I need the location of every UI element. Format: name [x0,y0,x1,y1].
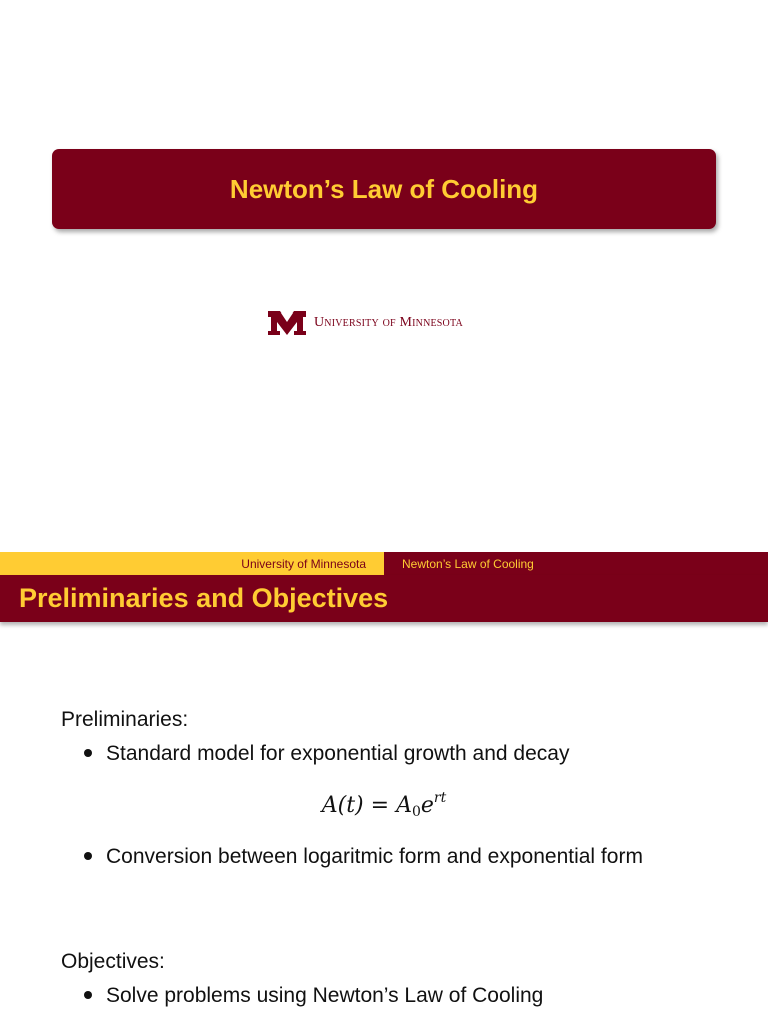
preliminaries-label: Preliminaries: [61,708,189,731]
list-item-text: Conversion between logaritmic form and exponential form [106,845,643,868]
bullet-icon [84,991,92,999]
frame-title-bar [0,575,768,622]
formula-equals: = [370,793,390,818]
bullet-icon [84,749,92,757]
formula-base-subscript: 0 [411,804,421,820]
headline-institution [0,552,384,575]
list-item [84,845,643,869]
bullet-icon [84,852,92,860]
objectives-label: Objectives: [61,950,165,973]
presentation-title: Newton’s Law of Cooling [229,173,539,204]
university-logo [268,310,463,336]
block-m-icon [268,311,306,335]
slide-headline [0,552,768,575]
university-name: University of Minnesota [314,315,463,330]
list-item [84,984,543,1008]
exponential-formula [0,790,768,820]
list-item [84,742,569,766]
headline-title [384,552,768,575]
list-item-text: Standard model for exponential growth and decay [106,742,570,765]
headline-institution-text: University of Minnesota [241,556,366,571]
formula-exp-base: e [420,793,434,818]
headline-title-text: Newton’s Law of Cooling [402,556,534,571]
formula-lhs: A(t) [321,793,364,818]
frame-title: Preliminaries and Objectives [19,583,389,613]
formula-base: A [396,793,412,818]
list-item-text: Solve problems using Newton’s Law of Cooling [106,984,544,1007]
formula-exponent: rt [433,790,447,806]
title-box [52,149,716,229]
